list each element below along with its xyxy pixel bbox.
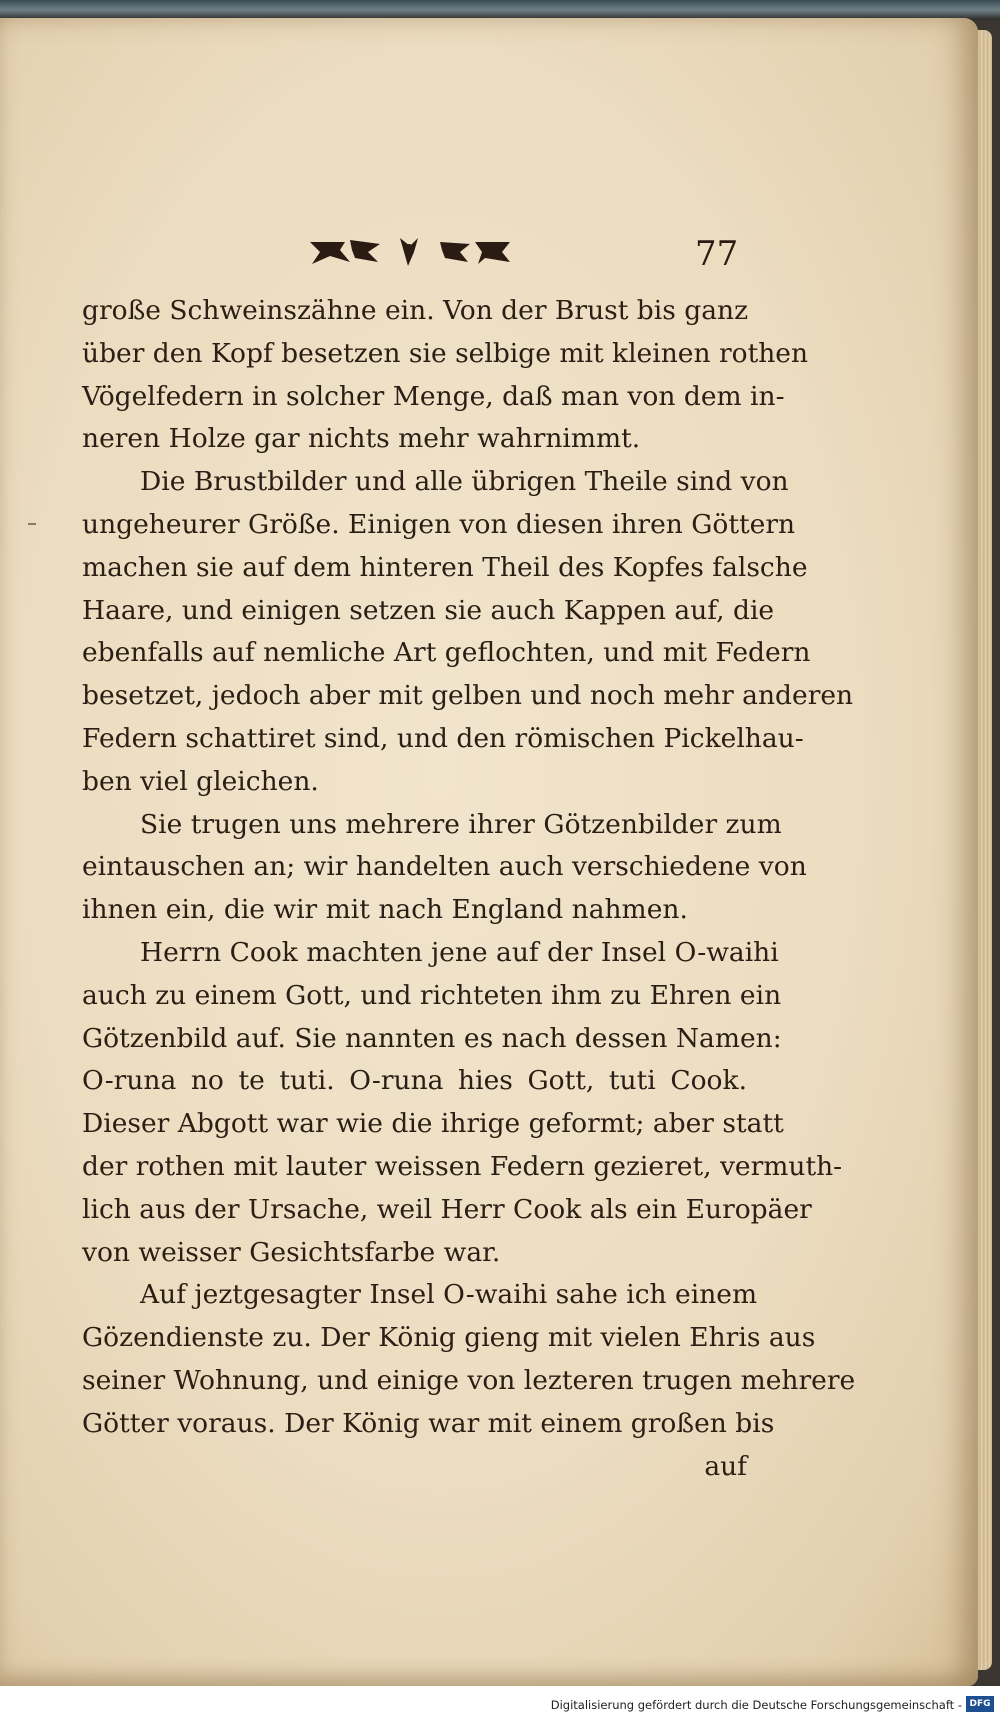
text-line: Götzenbild auf. Sie nannten es nach dessen Namen: (82, 1022, 782, 1054)
text-line: ebenfalls auf nemliche Art geflochten, und mit Federn (82, 637, 811, 669)
text-line: Haare, und einigen setzen sie auch Kappen auf, die (82, 594, 775, 626)
text-line: besetzet, jedoch aber mit gelben und noch mehr anderen (82, 680, 854, 712)
text-line: eintauschen an; wir handelten auch verschiedene von (82, 851, 807, 883)
text-line: ungeheurer Größe. Einigen von diesen ihren Göttern (82, 508, 796, 540)
book-top-edge (0, 0, 1000, 20)
text-line: auch zu einem Gott, und richteten ihm zu Ehren ein (82, 979, 782, 1011)
text-line: Götter voraus. Der König war mit einem großen bis (82, 1407, 775, 1439)
text-line: Dieser Abgott war wie die ihrige geformt; aber statt (82, 1108, 784, 1140)
text-line: auf (704, 1450, 747, 1482)
page-number: 77 (695, 234, 739, 274)
text-line: ihnen ein, die wir mit nach England nahmen. (82, 894, 688, 926)
text-line: über den Kopf besetzen sie selbige mit kleinen rothen (82, 337, 809, 369)
text-line: ben viel gleichen. (82, 765, 319, 797)
text-line: Vögelfedern in solcher Menge, daß man von dem in- (82, 380, 785, 412)
margin-mark (28, 523, 36, 525)
dfg-logo: DFG (966, 1696, 994, 1712)
text-line: von weisser Gesichtsfarbe war. (82, 1236, 501, 1268)
page-text (82, 290, 856, 1488)
text-line: Herrn Cook machten jene auf der Insel O-waihi (140, 936, 779, 968)
text-line: große Schweinszähne ein. Von der Brust bis ganz (82, 295, 749, 326)
page-header (300, 232, 750, 282)
text-line: Federn schattiret sind, und den römischen Pickelhau- (82, 722, 804, 754)
footer (0, 1686, 1000, 1726)
text-line: Gözendienste zu. Der König gieng mit vielen Ehris aus (82, 1322, 816, 1354)
footer-credit: Digitalisierung gefördert durch die Deutsche Forschungsgemeinschaft - (550, 1698, 962, 1712)
text-line: Die Brustbilder und alle übrigen Theile sind von (140, 466, 789, 498)
text-line: Auf jeztgesagter Insel O-waihi sahe ich einem (140, 1279, 758, 1311)
text-line: O-runa no te tuti. O-runa hies Gott, tuti Cook. (82, 1065, 747, 1097)
text-line: lich aus der Ursache, weil Herr Cook als ein Europäer (82, 1193, 812, 1225)
text-line: Sie trugen uns mehrere ihrer Götzenbilder zum (140, 808, 782, 840)
ornament-icon (300, 232, 520, 272)
text-line: machen sie auf dem hinteren Theil des Kopfes falsche (82, 551, 808, 583)
text-line: der rothen mit lauter weissen Federn gezieret, vermuth- (82, 1150, 843, 1182)
text-line: neren Holze gar nichts mehr wahrnimmt. (82, 423, 641, 455)
text-line: seiner Wohnung, und einige von lezteren trugen mehrere (82, 1364, 856, 1396)
